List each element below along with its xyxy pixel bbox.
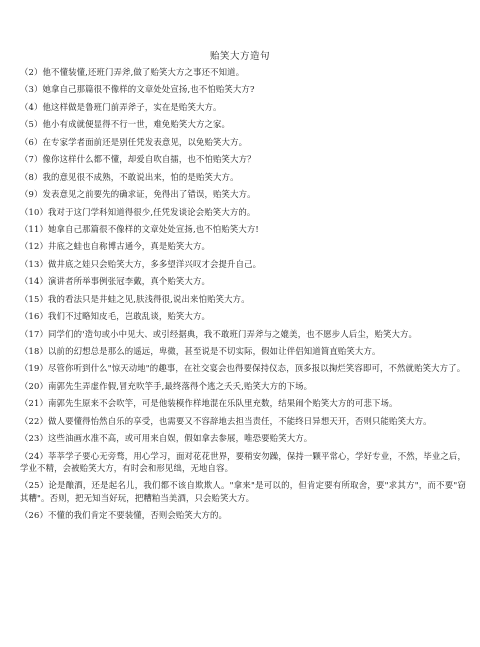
sentence-item — [20, 362, 466, 374]
sentence-list — [20, 66, 466, 526]
sentence-item — [20, 206, 466, 218]
sentence-text: 做井底之娃只会贻笑大方，多多望洋兴叹才会提升自己。 — [48, 258, 262, 269]
sentence-number: （17） — [20, 328, 49, 339]
sentence-item — [20, 450, 466, 475]
sentence-number: （14） — [20, 276, 49, 287]
sentence-text: 我的意见很不成熟，不敢说出来，怕的是贻笑大方。 — [42, 171, 239, 182]
sentence-item — [20, 345, 466, 357]
sentence-item — [20, 258, 466, 270]
sentence-item — [20, 223, 466, 235]
sentence-text: 在专家学者面前还是别任凭发表意见，以免贻笑大方。 — [42, 136, 248, 147]
sentence-number: （8） — [20, 171, 43, 182]
sentence-number: （5） — [20, 119, 43, 130]
sentence-item — [20, 83, 466, 95]
sentence-text: 他小有成就便显得不行一世，难免贻笑大方之家。 — [42, 119, 231, 130]
sentence-number: （7） — [20, 154, 43, 165]
sentence-text: 以前的幻想总是那么的遥远，卑微，甚至说是不切实际，假如让伴侣知道简直贻笑大方。 — [48, 346, 381, 356]
sentence-item — [20, 380, 466, 392]
sentence-number: （13） — [20, 258, 49, 269]
sentence-text: 这些油画水准不高，或可用来自娱，假如拿去参展，唯恐要贻笑大方。 — [48, 433, 313, 444]
sentence-text: 我的看法只是井蛙之见,肤浅得很,说出来怕贻笑大方。 — [48, 293, 250, 304]
sentence-text: 我们不过略知皮毛，岂敢乱谈，贻笑大方。 — [48, 311, 210, 322]
sentence-item — [20, 136, 466, 148]
sentence-text: 同学们的'造句或小中见大、或引经据典，我不敢班门弄斧与之媲美，也不愿步人后尘，贻笑大方。 — [48, 328, 418, 339]
sentence-text: 南郭先生弄虚作假,冒充吹竽手,最终落得个逃之夭夭,贻笑大方的下场。 — [48, 380, 313, 391]
sentence-text: 她拿自己那篇很不像样的文章处处宣扬,也不怕贻笑大方? — [42, 84, 255, 95]
sentence-item — [20, 293, 466, 305]
sentence-item — [20, 66, 466, 78]
document-title: 贻笑大方造句 — [209, 51, 270, 62]
sentence-number: （12） — [20, 241, 49, 252]
sentence-item — [20, 397, 466, 409]
sentence-item — [20, 118, 466, 130]
sentence-text: 她拿自己那篇很不像样的文章处处宣扬,也不怕贻笑大方! — [48, 223, 259, 234]
sentence-item — [20, 240, 466, 252]
sentence-text: 南郭先生原来不会吹竽，可是他装模作样地混在乐队里充数，结果闹个贻笑大方的可悲下场。 — [48, 398, 398, 409]
sentence-text: 像你这样什么都不懂，却爱自吹自擂，也不怕贻笑大方？ — [42, 154, 256, 165]
sentence-text: 井底之蛙也自称博古通今，真是贻笑大方。 — [48, 241, 210, 252]
sentence-text: 我对于这门学科知道得很少,任凭发谈论会贻笑大方的。 — [48, 206, 256, 217]
sentence-number: （24） — [20, 450, 49, 461]
sentence-text: 论是酿酒，还是起名儿，我们都不该自欺欺人。"拿来"是可以的，但肯定要有所取舍，要"求其方"，而不要"窃其糟"。否则，把无知当好玩，把糟粕当美酒，只会贻笑大方。 — [20, 480, 466, 503]
sentence-number: （26） — [20, 510, 49, 520]
sentence-item — [20, 171, 466, 183]
sentence-item — [20, 310, 466, 322]
sentence-text: 演讲者所举事例张冠李戴，真个贻笑大方。 — [48, 276, 210, 287]
sentence-text: 做人要懂得怡然自乐的享受，也需要又不容辞地去担当责任，不能终日异想天开，否则只能贻笑大方。 — [48, 415, 432, 426]
sentence-item — [20, 509, 466, 521]
sentence-number: （15） — [20, 293, 49, 304]
sentence-number: （23） — [20, 433, 49, 444]
sentence-item — [20, 328, 466, 340]
sentence-number: （9） — [20, 189, 43, 200]
sentence-item — [20, 101, 466, 113]
sentence-item — [20, 479, 466, 504]
sentence-number: （6） — [20, 136, 43, 147]
sentence-text: 他这样做是鲁班门前弄斧子，实在是贻笑大方。 — [42, 101, 222, 112]
sentence-number: （18） — [20, 346, 49, 356]
sentence-item — [20, 275, 466, 287]
sentence-number: （11） — [20, 223, 49, 234]
sentence-number: （4） — [20, 101, 43, 112]
sentence-item — [20, 188, 466, 200]
sentence-number: （2） — [20, 67, 43, 77]
sentence-item — [20, 153, 466, 165]
sentence-text: 尽管你听到什么"惊天动地"的趣事，在社交宴会也得要保持仪态，顶多报以掬烂笑容即可，不然就贻笑大方了。 — [48, 363, 466, 374]
sentence-text: 不懂的我们肯定不要装懂，否则会贻笑大方的。 — [48, 510, 228, 520]
sentence-number: （25） — [20, 480, 49, 491]
sentence-number: （21） — [20, 398, 49, 409]
sentence-number: （16） — [20, 311, 49, 322]
sentence-number: （10） — [20, 206, 49, 217]
sentence-number: （22） — [20, 415, 49, 426]
sentence-item — [20, 415, 466, 427]
sentence-text: 发表意见之前要先的确求证，免得出了错误，贻笑大方。 — [42, 189, 256, 200]
sentence-item — [20, 432, 466, 444]
sentence-number: （19） — [20, 363, 49, 374]
sentence-number: （20） — [20, 380, 49, 391]
sentence-text: 他不懂装懂,还班门弄斧,做了贻笑大方之事还不知道。 — [42, 67, 245, 77]
sentence-text: 莘莘学子要心无旁骛，用心学习，面对花花世界，要稍安勿躁，保持一颗平常心，学好专业，不然，毕业之后，学业不精，会被贻笑大方，有时会和形见绌，无地自容。 — [20, 450, 466, 473]
sentence-number: （3） — [20, 84, 43, 95]
